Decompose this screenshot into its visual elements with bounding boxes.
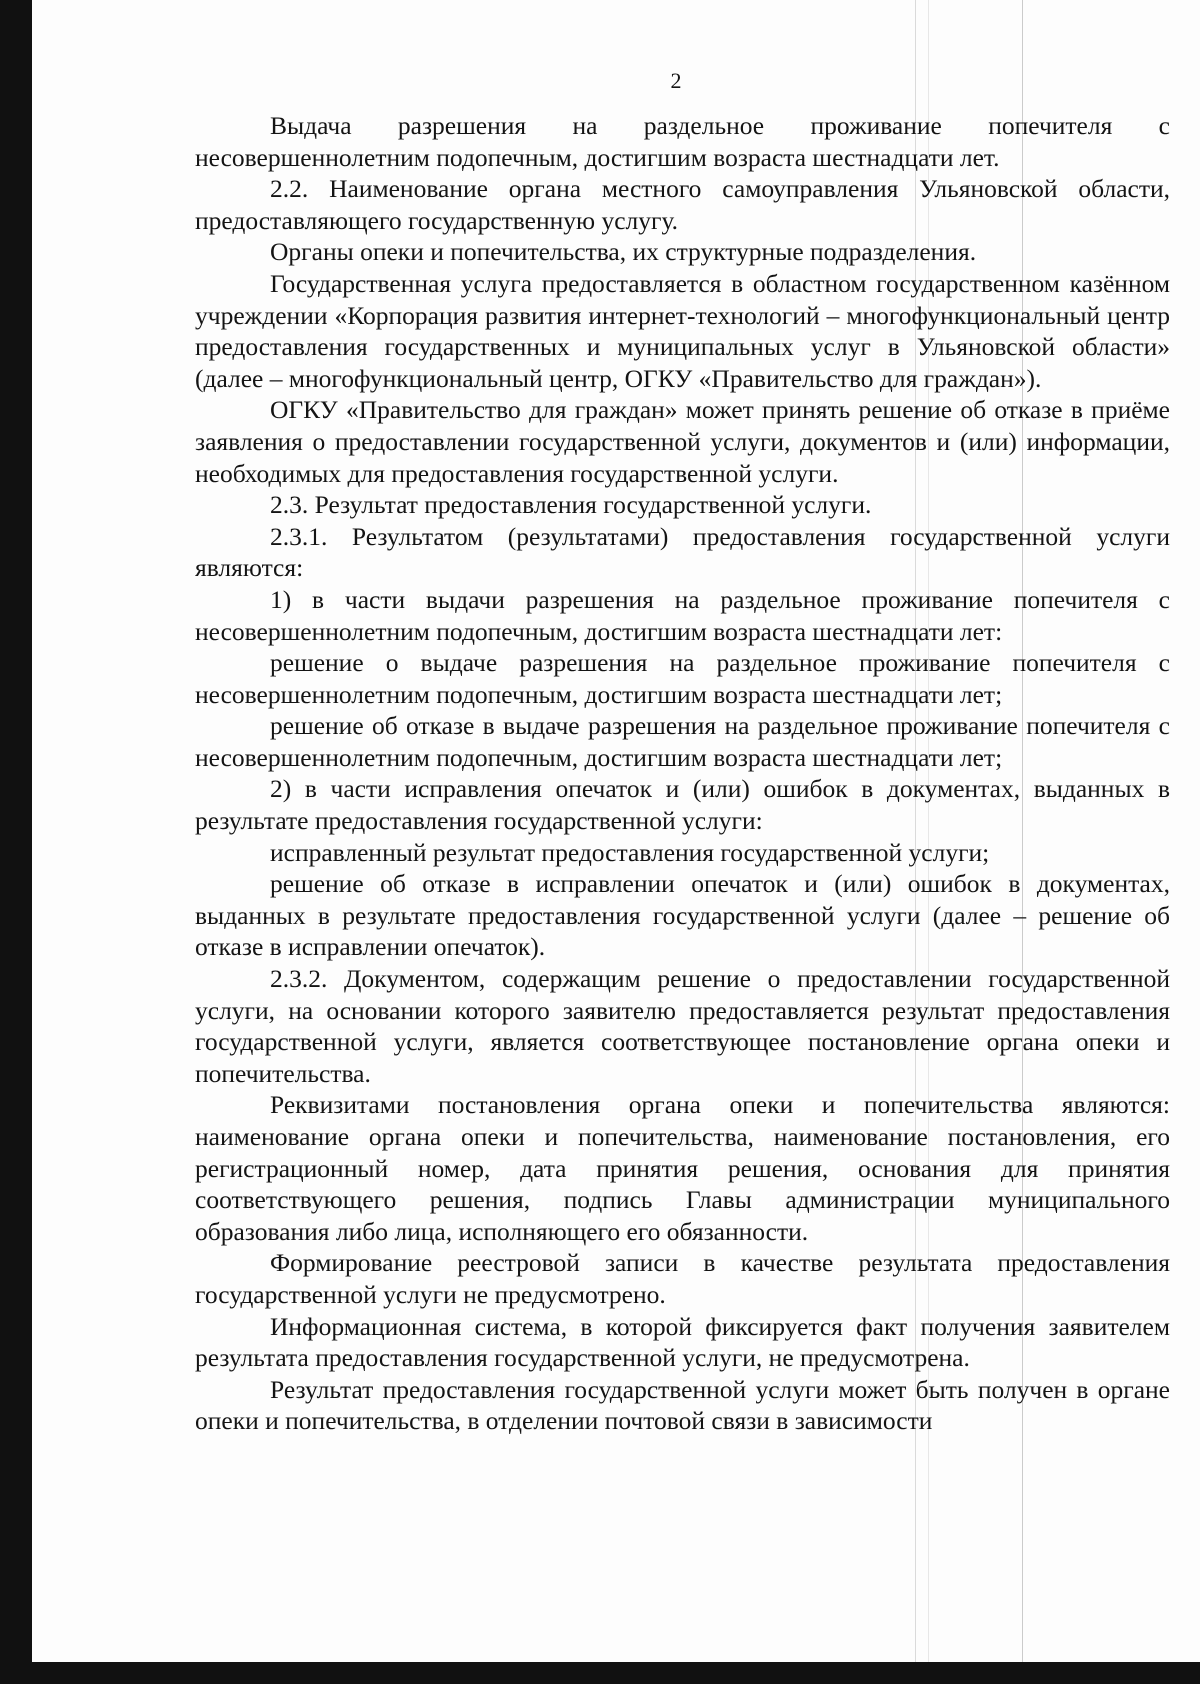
paragraph: Информационная система, в которой фиксируется факт получения заявителем результата предоставления государственной услуги, не предусмотрена. (195, 1311, 1170, 1373)
paragraph: 2.3.1. Результатом (результатами) предоставления государственной услуги являются: (195, 521, 1170, 583)
paragraph: Выдача разрешения на раздельное проживание попечителя с несовершеннолетним подопечным, достигшим возраста шестнадцати лет. (195, 111, 1170, 172)
paragraph: 2.3. Результат предоставления государственной услуги. (270, 490, 872, 520)
document-body (195, 110, 1170, 1437)
paragraph: 1) в части выдачи разрешения на раздельное проживание попечителя с несовершеннолетним подопечным, достигшим возраста шестнадцати лет: (195, 584, 1170, 646)
scan-border-bottom (0, 1662, 1200, 1684)
paragraph: Государственная услуга предоставляется в областном государственном казённом учреждении «Корпорация развития интернет-технологий – многофункциональный центр предоставления государственных и муниципальных услуг в Ульяновской области» (далее – многофункциональный центр, ОГКУ «Правительство для граждан»). (195, 268, 1170, 393)
paragraph: ОГКУ «Правительство для граждан» может принять решение об отказе в приёме заявления о предоставлении государственной услуги, документов и (или) информации, необходимых для предоставления государственной услуги. (195, 395, 1170, 488)
paragraph: 2.2. Наименование органа местного самоуправления Ульяновской области, предоставляющего государственную услугу. (195, 174, 1170, 235)
paragraph: решение об отказе в выдаче разрешения на раздельное проживание попечителя с несовершеннолетним подопечным, достигшим возраста шестнадцати лет; (195, 711, 1170, 772)
paragraph: решение об отказе в исправлении опечаток и (или) ошибок в документах, выданных в результате предоставления государственной услуги (далее – решение об отказе в исправлении опечаток). (195, 869, 1170, 962)
page-number: 2 (670, 68, 682, 93)
paragraph: 2) в части исправления опечаток и (или) ошибок в документах, выданных в результате предоставления государственной услуги: (195, 774, 1170, 836)
paragraph: Формирование реестровой записи в качестве результата предоставления государственной услуги не предусмотрено. (195, 1248, 1170, 1309)
paragraph: 2.3.2. Документом, содержащим решение о предоставлении государственной услуги, на основании которого заявителю предоставляется результат предоставления государственной услуги, является соответствующее постановление органа опеки и попечительства. (195, 964, 1170, 1088)
paragraph: Органы опеки и попечительства, их структурные подразделения. (270, 237, 977, 267)
paragraph: Реквизитами постановления органа опеки и попечительства являются: наименование органа опеки и попечительства, наименование постановления, его регистрационный номер, дата принятия решения, основания для принятия соответствующего решения, подпись Главы администрации муниципального образования либо лица, исполняющего его обязанности. (195, 1090, 1170, 1246)
paragraph: Результат предоставления государственной услуги может быть получен в органе опеки и попечительства, в отделении почтовой связи в зависимости (195, 1374, 1170, 1436)
scan-border-left (0, 0, 32, 1684)
paragraph: исправленный результат предоставления государственной услуги; (270, 837, 990, 867)
paragraph: решение о выдаче разрешения на раздельное проживание попечителя с несовершеннолетним подопечным, достигшим возраста шестнадцати лет; (195, 648, 1170, 709)
